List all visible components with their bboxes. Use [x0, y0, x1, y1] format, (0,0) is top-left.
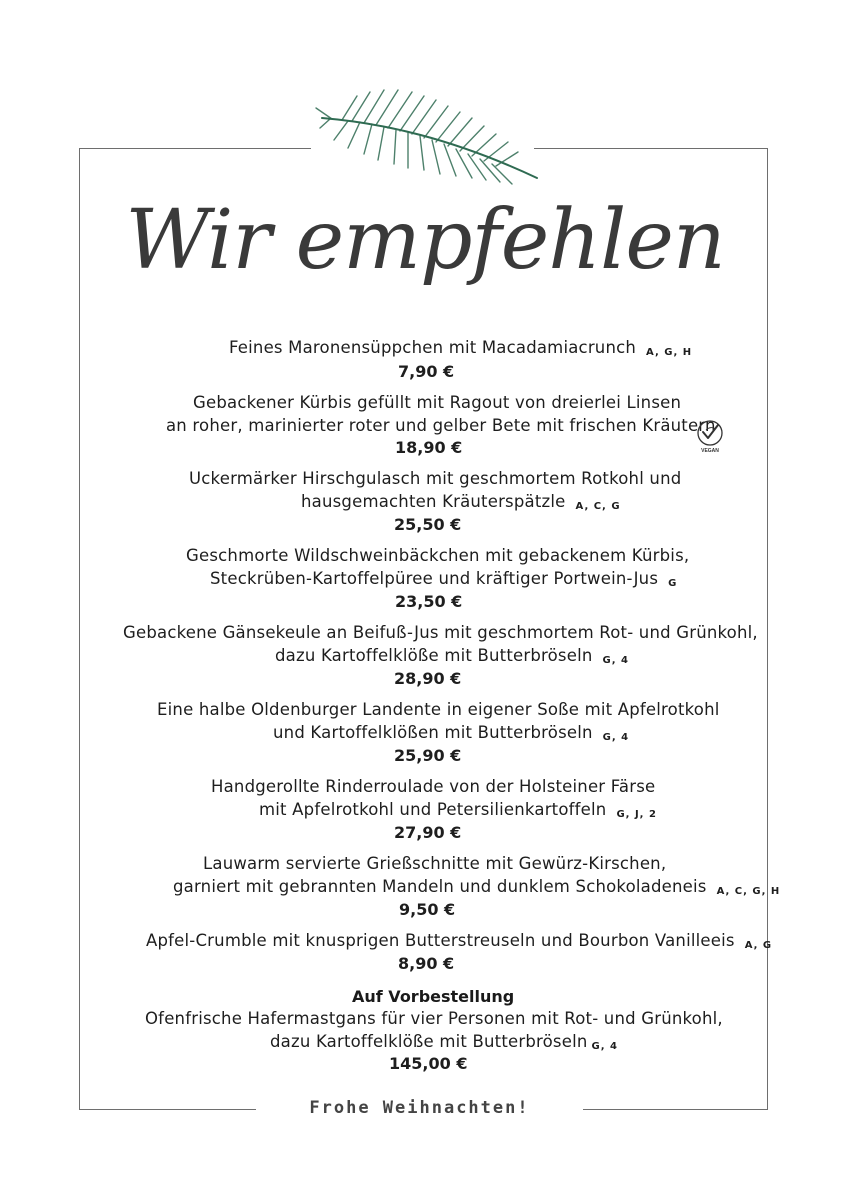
- footer-greeting: Frohe Weihnachten!: [309, 1098, 530, 1118]
- preorder-line-1: Ofenfrische Hafermastgans für vier Personen mit Rot- und Grünkohl,: [145, 1009, 723, 1028]
- dish-7-line-2: mit Apfelrotkohl und Petersilienkartoffeln G, J, 2: [259, 800, 657, 820]
- frame-bottom-right: [583, 1109, 768, 1110]
- frame-top-right: [534, 148, 768, 149]
- dish-4-line-2: Steckrüben-Kartoffelpüree und kräftiger Portwein-Jus G: [210, 569, 678, 589]
- dish-3-allergens: A, C, G: [575, 501, 621, 512]
- dish-2-price: 18,90 €: [395, 438, 463, 457]
- preorder-heading: Auf Vorbestellung: [352, 987, 515, 1006]
- dish-4-allergens: G: [668, 578, 678, 589]
- preorder-price: 145,00 €: [389, 1054, 468, 1073]
- dish-7-line-1: Handgerollte Rinderroulade von der Holsteiner Färse: [211, 777, 656, 796]
- dish-6-line-2: und Kartoffelklößen mit Butterbröseln G, 4: [273, 723, 630, 743]
- vegan-check-icon: [694, 418, 726, 454]
- frame-right: [767, 148, 768, 1110]
- frame-bottom-left: [79, 1109, 256, 1110]
- dish-7-allergens: G, J, 2: [616, 809, 657, 820]
- preorder-allergens: G, 4: [591, 1041, 618, 1052]
- dish-6-allergens: G, 4: [602, 732, 630, 743]
- dish-5-price: 28,90 €: [394, 669, 462, 688]
- frame-top-left: [79, 148, 311, 149]
- svg-text:VEGAN: VEGAN: [701, 448, 719, 454]
- preorder-line-2: dazu Kartoffelklöße mit Butterbröseln G, 4: [270, 1032, 618, 1052]
- dish-5-line-1: Gebackene Gänsekeule an Beifuß-Jus mit geschmortem Rot- und Grünkohl,: [123, 623, 758, 642]
- headline: [125, 180, 725, 310]
- dish-8-price: 9,50 €: [399, 900, 456, 919]
- dish-4-price: 23,50 €: [395, 592, 463, 611]
- dish-9-allergens: A, G: [744, 940, 773, 951]
- dish-6-price: 25,90 €: [394, 746, 462, 765]
- dish-1-line-1: Feines Maronensüppchen mit Macadamiacrunch A, G, H: [229, 338, 693, 358]
- dish-3-price: 25,50 €: [394, 515, 462, 534]
- dish-2-line-2: an roher, marinierter roter und gelber Bete mit frischen Kräutern: [166, 416, 716, 435]
- dish-9-line-1: Apfel-Crumble mit knusprigen Butterstreuseln und Bourbon Vanilleeis A, G: [146, 931, 773, 951]
- dish-6-line-1: Eine halbe Oldenburger Landente in eigener Soße mit Apfelrotkohl: [157, 700, 720, 719]
- dish-1-price: 7,90 €: [398, 362, 455, 381]
- dish-1-allergens: A, G, H: [646, 347, 693, 358]
- dish-5-allergens: G, 4: [602, 655, 629, 666]
- dish-7-price: 27,90 €: [394, 823, 462, 842]
- dish-3-line-1: Uckermärker Hirschgulasch mit geschmortem Rotkohl und: [189, 469, 682, 488]
- dish-2-line-1: Gebackener Kürbis gefüllt mit Ragout von dreierlei Linsen: [193, 393, 682, 412]
- svg-text:Wir empfehlen: Wir empfehlen: [125, 193, 725, 288]
- dish-5-line-2: dazu Kartoffelklöße mit Butterbröseln G, 4: [275, 646, 629, 666]
- frame-left: [79, 148, 80, 1110]
- dish-8-line-2: garniert mit gebrannten Mandeln und dunklem Schokoladeneis A, C, G, H: [173, 877, 781, 897]
- dish-3-line-2: hausgemachten Kräuterspätzle A, C, G: [301, 492, 621, 512]
- dish-9-price: 8,90 €: [398, 954, 455, 973]
- pine-branch-icon: [312, 78, 542, 188]
- dish-4-line-1: Geschmorte Wildschweinbäckchen mit gebackenem Kürbis,: [186, 546, 690, 565]
- dish-8-line-1: Lauwarm servierte Grießschnitte mit Gewürz-Kirschen,: [203, 854, 667, 873]
- dish-8-allergens: A, C, G, H: [716, 886, 781, 897]
